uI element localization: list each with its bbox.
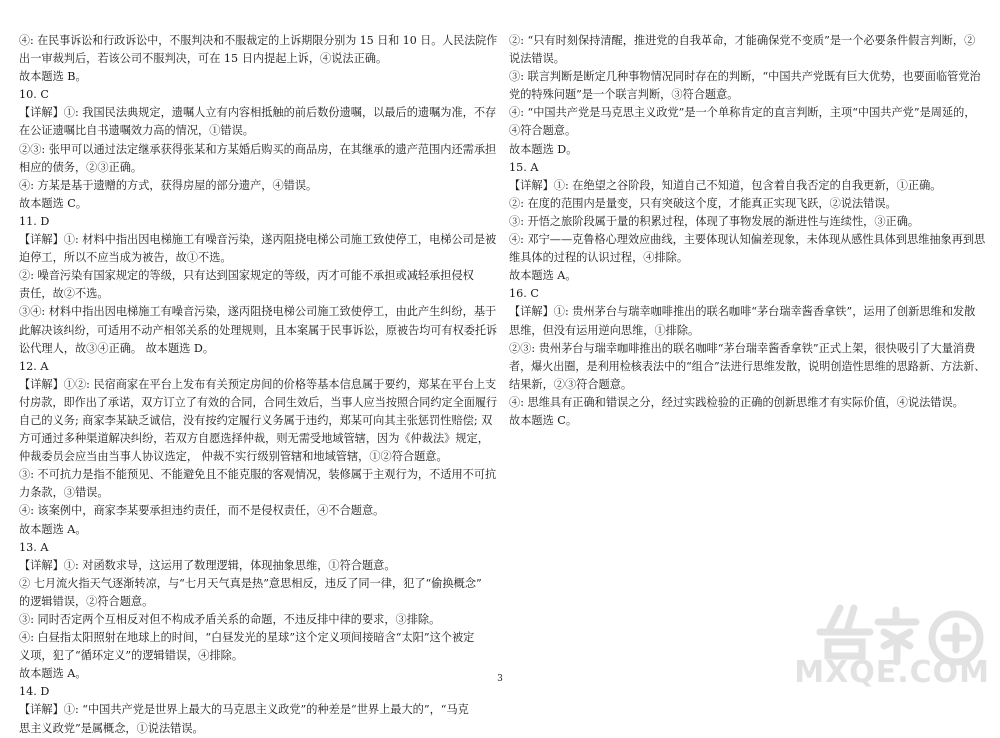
text-line: 故本题选 B。 <box>19 70 87 84</box>
text-line: ③: 联言判断是断定几种事物情况同时存在的判断，“中国共产党既有巨大优势，也要面临管党治 <box>509 70 981 84</box>
text-line: ②: 在度的范围内是量变，只有突破这个度，才能真正实现飞跃，②说法错误。 <box>509 196 897 210</box>
text-line: 【详解】①: “中国共产党是世界上最大的马克思主义政党”的种差是“世界上最大的”，“马克 <box>19 703 469 717</box>
text-line: 的逻辑错误，②符合题意。 <box>19 594 154 608</box>
text-line: ④: 邓宁——克鲁格心理效应曲线，主要体现认知偏差现象，未体现从感性具体到思维抽象再到思 <box>509 233 986 247</box>
text-line: ④: 该案例中，商家李某要承担违约责任，而不是侵权责任，④不合题意。 <box>19 504 385 518</box>
text-line: 故本题选 A。 <box>509 269 577 283</box>
text-line: 责任，故②不选。 <box>19 287 109 301</box>
text-line: 【详解】①: 材料中指出因电梯施工有噪音污染，遂丙阻挠电梯公司施工致使停工，电梯公司是被 <box>19 233 497 247</box>
text-line: ③: 不可抗力是指不能预见、不能避免且不能克服的客观情况，装修属于主观行为，不适用不可抗 <box>19 468 497 482</box>
text-line: 力条款，③错误。 <box>19 486 109 500</box>
text-line: 故本题选 A。 <box>19 522 87 536</box>
text-line: 【详解】①②: 民宿商家在平台上发布有关预定房间的价格等基本信息属于要约，郑某在平台上支 <box>19 377 497 391</box>
text-line: 故本题选 C。 <box>19 196 88 210</box>
text-line: 故本题选 D。 <box>509 142 578 156</box>
text-line: 自己的义务; 商家李某缺乏诚信，没有按约定履行义务属于违约，郑某可向其主张惩罚性赔偿; 双 <box>19 413 493 427</box>
text-line: ② 七月流火指天气逐渐转凉，与“七月天气真是热”意思相反，违反了同一律，犯了“偷换概念” <box>19 576 482 590</box>
text-line: ③④: 材料中指出因电梯施工有噪音污染，遂丙阻挠电梯公司施工致使停工，由此产生纠纷，基于 <box>19 305 497 319</box>
text-line: ④: “中国共产党是马克思主义政党”是一个单称肯定的直言判断，主项“中国共产党”是周延的， <box>509 106 976 120</box>
text-line: 说法错误。 <box>509 52 565 66</box>
text-line: 【详解】①: 在绝望之谷阶段，知道自己不知道，包含着自我否定的自我更新，①正确。 <box>509 178 942 192</box>
text-line: ③: 开悟之旅阶段属于量的积累过程，体现了事物发展的渐进性与连续性，③正确。 <box>509 214 920 228</box>
text-line: 思维，但没有运用逆向思维，①排除。 <box>509 323 700 337</box>
text-line: 12. A <box>19 359 49 373</box>
text-line: ②: “只有时刻保持清醒，推进党的自我革命，才能确保党不变质”是一个必要条件假言判断，② <box>509 34 976 47</box>
text-line: 14. D <box>19 685 50 699</box>
text-line: 10. C <box>19 88 49 102</box>
text-line: ④: 思维具有正确和错误之分，经过实践检验的正确的创新思维才有实际价值，④说法错误。 <box>509 395 964 409</box>
text-line: 迫停工，所以不应当成为被告，故①不选。 <box>19 251 232 265</box>
text-line: 结果新，②③符合题意。 <box>509 377 633 391</box>
text-line: 者，爆火出圈，是利用检核表法中的“组合”法进行思维发散，说明创造性思维的思路新、方法新、 <box>509 359 986 373</box>
text-line: ②③: 贵州茅台与瑞幸咖啡推出的联名咖啡“茅台瑞幸酱香拿铁”正式上架，很快吸引了大量消费 <box>509 341 976 355</box>
text-line: 方可通过多种渠道解决纠纷，若双方自愿选择仲裁，则无需受地域管辖，因为《仲裁法》规定， <box>19 432 489 446</box>
text-line: 13. A <box>19 540 49 554</box>
text-line: 15. A <box>509 160 539 174</box>
text-line: 在公证遗嘱比自书遗嘱效力高的情况，①错误。 <box>19 124 254 138</box>
text-line: ④: 在民事诉讼和行政诉讼中，不服判决和不服裁定的上诉期限分别为 15 日和 10 日。人民法院作 <box>19 34 498 47</box>
text-line: 【详解】①: 贵州茅台与瑞幸咖啡推出的联名咖啡“茅台瑞幸酱香拿铁”，运用了创新思维和发散 <box>509 305 976 319</box>
text-line: 仲裁委员会应当由当事人协议选定， 仲裁不实行级别管辖和地域管辖，①②符合题意。 <box>19 450 448 464</box>
text-line: 故本题选 A。 <box>19 667 87 681</box>
text-line: 相应的债务，②③正确。 <box>19 160 143 174</box>
text-line: 16. C <box>509 287 539 301</box>
text-line: 付房款，即作出了承诺，双方订立了有效的合同，合同生效后，当事人应当按照合同约定全面履行 <box>19 395 498 409</box>
text-line: 出一审裁判后，若该公司不服判决，可在 15 日内提起上诉，④说法正确。 <box>19 52 388 66</box>
text-line: 讼代理人，故③④正确。 故本题选 D。 <box>19 341 215 355</box>
text-line: 义项，犯了“循环定义”的逻辑错误，④排除。 <box>19 649 244 663</box>
page-number: 3 <box>497 674 503 684</box>
text-line: ④符合题意。 <box>509 124 577 138</box>
watermark-text: MXQE.COM <box>794 655 990 690</box>
text-line: 思主义政党”是属概念，①说法错误。 <box>19 721 204 735</box>
text-line: 党的特殊问题”是一个联言判断，③符合题意。 <box>509 88 739 102</box>
text-line: ②③: 张甲可以通过法定继承获得张某和方某婚后购买的商品房，在其继承的遗产范围内还需承担 <box>19 142 497 156</box>
text-line: ②: 噪音污染有国家规定的等级，只有达到国家规定的等级，丙才可能不承担或减轻承担侵权 <box>19 269 474 283</box>
text-line: ③: 同时否定两个互相反对但不构成矛盾关系的命题，不违反排中律的要求，③排除。 <box>19 613 441 626</box>
watermark-logo <box>794 598 996 694</box>
text-line: ④: 方某是基于遗赠的方式，获得房屋的部分遗产，④错误。 <box>19 178 318 192</box>
text-line: 故本题选 C。 <box>509 413 578 427</box>
left-column <box>19 32 497 738</box>
text-line: 【详解】①: 对函数求导，这运用了数理逻辑，体现抽象思维，①符合题意。 <box>19 558 396 572</box>
text-line: 【详解】①: 我国民法典规定，遗嘱人立有内容相抵触的前后数份遗嘱，以最后的遗嘱为准，不存 <box>19 106 497 120</box>
text-line: 11. D <box>19 214 50 228</box>
text-line: 此解决该纠纷，可适用不动产相邻关系的处理规则，且本案属于民事诉讼，原被告均可有权委托诉 <box>19 323 498 337</box>
text-line: 维具体的过程的认识过程，④排除。 <box>509 251 689 265</box>
text-line: ④: 白昼指太阳照射在地球上的时间，“白昼发光的星球”这个定义项间接暗含“太阳”这个被定 <box>19 631 475 645</box>
right-column <box>509 32 985 430</box>
